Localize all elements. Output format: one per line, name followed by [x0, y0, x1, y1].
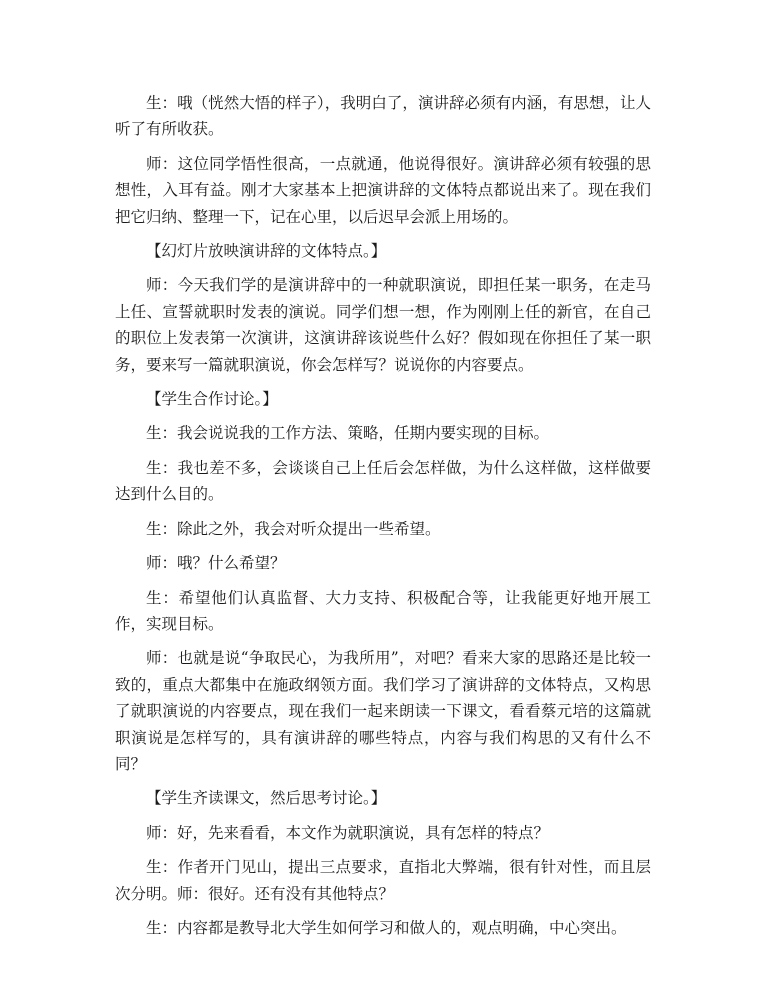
document-body	[115, 90, 651, 949]
paragraph: 师：这位同学悟性很高，一点就通，他说得很好。演讲辞必须有较强的思想性，入耳有益。刚才大家基本上把演讲辞的文体特点都说出来了。现在我们把它归纳、整理一下，记在心里，以后迟早会派上用场的。	[115, 154, 651, 226]
paragraph: 师：哦？什么希望？	[146, 554, 286, 573]
paragraph: 师：今天我们学的是演讲辞中的一种就职演说，即担任某一职务，在走马上任、宣誓就职时发表的演说。同学们想一想，作为刚刚上任的新官，在自己的职位上发表第一次演讲，这演讲辞该说些什么好？假如现在你担任了某一职务，要来写一篇就职演说，你会怎样写？说说你的内容要点。	[115, 276, 651, 374]
paragraph: 生：我也差不多，会谈谈自己上任后会怎样做，为什么这样做，这样做要达到什么目的。	[115, 458, 651, 504]
stage-direction: 【学生合作讨论。】	[146, 390, 278, 409]
paragraph: 师：也就是说“争取民心，为我所用”，对吧？看来大家的思路还是比较一致的，重点大都集中在施政纲领方面。我们学习了演讲辞的文体特点，又构思了就职演说的内容要点，现在我们一起来朗读一下课文，看看蔡元培的这篇就职演说是怎样写的，具有演讲辞的哪些特点，内容与我们构思的又有什么不同？	[115, 649, 651, 773]
stage-direction: 【学生齐读课文，然后思考讨论。】	[146, 789, 387, 808]
paragraph: 生：内容都是教导北大学生如何学习和做人的，观点明确，中心突出。	[146, 918, 627, 937]
paragraph: 生：哦（恍然大悟的样子），我明白了，演讲辞必须有内涵，有思想，让人听了有所收获。	[115, 94, 651, 139]
paragraph: 生：我会说说我的工作方法、策略，任期内要实现的目标。	[146, 424, 550, 443]
paragraph: 生：除此之外，我会对听众提出一些希望。	[146, 519, 441, 538]
stage-direction: 【幻灯片放映演讲辞的文体特点。】	[146, 242, 387, 261]
paragraph: 生：作者开门见山，提出三点要求，直指北大弊端，很有针对性，而且层次分明。师：很好。还有没有其他特点？	[115, 858, 651, 903]
paragraph: 师：好，先来看看，本文作为就职演说，具有怎样的特点？	[146, 823, 550, 842]
paragraph: 生：希望他们认真监督、大力支持、积极配合等，让我能更好地开展工作，实现目标。	[115, 588, 651, 633]
